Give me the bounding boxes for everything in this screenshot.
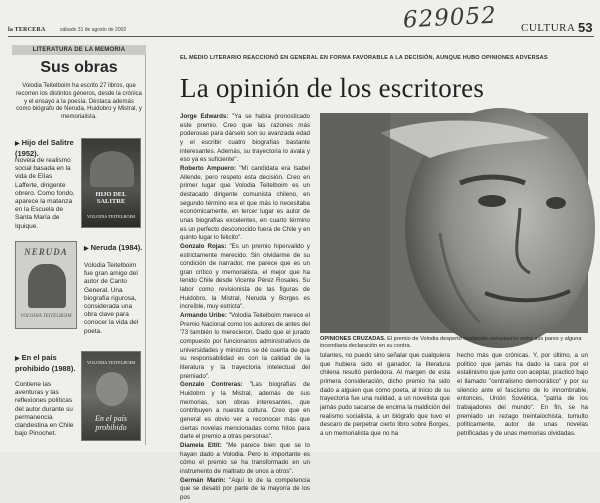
writer-name: Gonzalo Rojas: (180, 242, 227, 250)
cover-title: NERUDA (24, 247, 68, 257)
book-title: ▶ En el país prohibido (1988). (15, 353, 76, 373)
caption-title: OPINIONES CRUZADAS. (320, 336, 386, 342)
cover-figure (90, 151, 134, 187)
sidebar-title: Sus obras (40, 59, 118, 76)
article-column: hecho más que crónicas. Y, por último, a un político que jamás ha dado la cara por el estalinismo que junto con aceptar, practicó bajo el llamado "centralismo democrático" y por su silencio ante el fascismo de lo innombrable, entonces, Unión Soviética, "patria de los trabajadores del mundo". En fin, se ha premiado un rezago treintaiochista, tumulto políticamente, autor de unas novelas petrificadas y de unas memorias olvidadas. (457, 352, 588, 437)
book-description: Volodia Teitelboim fue gran amigo del autor de Canto General. Una biografía rigurosa, considerada una obra clave para conocer la vida del poeta. (84, 262, 139, 335)
cover-title: HIJO DEL SALITRE (95, 191, 127, 205)
masthead-date: sábado 31 de agosto de 2002 (60, 27, 127, 33)
quote-paragraph: Diamela Eltit: "Me parece bien que se lo hayan dado a Volodia. Pero lo importante es cómo el premio se ha transformado en un instrumento de maltrato de unos a otros". (180, 441, 310, 475)
writer-name: Roberto Ampuero: (180, 164, 236, 172)
quote-paragraph: Jorge Edwards: "Ya se había pronosticado este premio. Creo que las razones más poderosas para dárselo son su avanzada edad y el escribir cuatro biografías bastante interesantes. Además, su trayectoria lo avala y eso ya es suficiente". (180, 113, 310, 164)
article-column (180, 113, 310, 503)
page-number: 53 (578, 20, 593, 35)
cover-author: VOLODIA TEITELBOIM (20, 314, 72, 319)
quote-paragraph: Gonzalo Rojas: "Es un premio hipervalido y estrictamente merecido. Sin olvidarme de su condición de narrador, me parece que es un gran crítico y memorialista, el mejor que ha tenido Chile desde Vicente Pérez Rosales. Su labor como revisionista de las figuras de Huidobro, la Mistral, Neruda y Borges es increíble, muy estricta". (180, 242, 310, 311)
portrait-illustration (320, 113, 588, 333)
quote-paragraph: Gonzalo Contreras: "Las biografías de Huidobro y la Mistral, además de sus memorias, son obras interesantes, que contribuyen a nuestra cultura. Creo que en general es obvio ver a reconocer más que ciertas novelas mencionadas como hitos para darle el premio a otras personas". (180, 381, 310, 441)
cover-author: VOLODIA TEITELBOIM (86, 214, 136, 219)
writer-name: Armando Uribe: (180, 312, 227, 320)
sidebar-box (12, 45, 146, 445)
cover-author: VOLODIA TEITELBOIM (86, 360, 136, 365)
triangle-bullet-icon: ▶ (84, 246, 89, 252)
triangle-bullet-icon: ▶ (15, 356, 20, 362)
cover-title: En el país prohibido (95, 414, 127, 432)
quote-paragraph: Armando Uribe: "Volodia Teitelboim merece el Premio Nacional como los autores de antes del '73 también lo merecieron. Dado que el jurado compuesto por funcionarios administrativos de universidades y ministros se dé cuenta de que su responsabilidad es con la calidad de la literatura y la trayectoria intelectual del premiado". (180, 312, 310, 380)
article-column: tulantes, no puedo sino señalar que cualquiera que hubiera sido el ganador, la literatura chilena resultó perdedora. Al margen de esta primera consideración, dicho premio ha sido dado a alguien que como poeta, al inicio de su trayectoria fue una nulidad, a un novelista que jamás pudo sacarse de encima la maldición del realismo socialista, a un biógrafo que tuvo el descaro de perpetrar cierto libro sobre Borges, a un memorialista que no ha (320, 352, 451, 437)
book-cover-image (15, 241, 77, 329)
book-cover-image (81, 351, 141, 441)
cover-portrait (28, 264, 66, 308)
article-kicker: EL MEDIO LITERARIO REACCIONÓ EN GENERAL EN FORMA FAVORABLE A LA DECISIÓN, AUNQUE HUBO OPINIONES ADVERSAS (180, 55, 548, 61)
book-title: ▶ Hijo del Salitre (1952). (15, 138, 74, 158)
masthead-logo: la TERCERA (8, 27, 46, 33)
author-portrait-photo (320, 113, 588, 333)
handwritten-archive-number: 629052 (402, 2, 498, 34)
section-name: CULTURA (521, 22, 576, 34)
triangle-bullet-icon: ▶ (15, 141, 20, 147)
book-title: ▶ Neruda (1984). (84, 243, 143, 252)
sidebar-header: LITERATURA DE LA MEMORIA (12, 45, 146, 55)
sidebar-intro: Volodia Teitelboim ha escrito 27 libros, que recorren los distintos géneros, desde la crónica y el ensayo a la poesía. Destaca además como biógrafo de Neruda, Huidobro y Mistral, y memorialista. (16, 83, 142, 121)
cover-figure (96, 372, 128, 406)
writer-name: Diamela Eltit: (180, 441, 222, 449)
writer-name: Gonzalo Contreras: (180, 381, 243, 389)
writer-name: Jorge Edwards: (180, 113, 229, 120)
header-rule (8, 36, 594, 37)
writer-name: Germán Marín: (180, 476, 226, 484)
article-headline: La opinión de los escritores (180, 73, 485, 103)
quote-paragraph: Germán Marín: "Aquí lo de la competencia que se desató por parte de la mayoría de los pos (180, 476, 310, 501)
photo-caption: OPINIONES CRUZADAS. El premio de Volodia despertó moderado entusiasmo entre sus pares y alguna incendiaria declaración en su contra. (320, 336, 582, 350)
quote-paragraph: Roberto Ampuero: "Mi candidata era Isabel Allende, pero respeto esta decisión. Creo en primer lugar que Volodia Teitelboim es un destacado dirigente comunista chileno, en segundo término era el que más lo necesitaba económicamente, en tercer lugar es autor de unas biografías excelentes, en cuarto término es un perfecto desconocido fuera de Chile y en quinto lugar lo felicito". (180, 164, 310, 242)
book-description: Contiene las aventuras y las reflexiones políticas del autor durante su permanencia clandestina en Chile bajo Pinochet. (15, 381, 74, 438)
book-description: Novela de realismo social basada en la vida de Elías Lafferte, dirigente obrero. Como fondo, aparece la matanza en la Escuela de Santa María de Iquique. (15, 157, 75, 230)
book-cover-image (81, 138, 141, 228)
